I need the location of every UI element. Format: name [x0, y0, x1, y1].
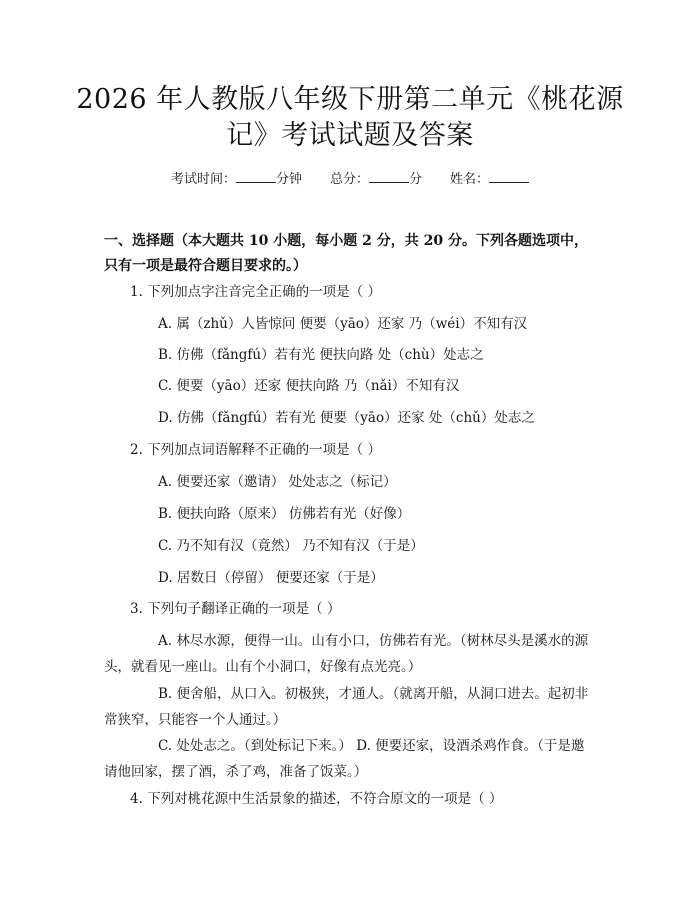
option-item: D. 居数日（停留） 便要还家（于是） — [158, 570, 384, 586]
option-item: B. 便扶向路（原来） 仿佛若有光（好像） — [158, 506, 411, 522]
option-item: C. 乃不知有汉（竟然） 乃不知有汉（于是） — [158, 538, 424, 554]
question-stem: 3. 下列句子翻译正确的一项是（ ） — [130, 601, 341, 617]
option-item: B. 仿佛（fǎngfú）若有光 便扶向路 处（chù）处志之 — [158, 347, 484, 363]
option-item: D. 仿佛（fǎngfú）若有光 便要（yāo）还家 处（chǔ）处志之 — [158, 410, 535, 426]
name-label: 姓名： — [450, 172, 490, 187]
score-blank — [369, 170, 409, 183]
score-unit: 分 — [409, 172, 423, 187]
time-unit: 分钟 — [275, 172, 302, 187]
section-heading: 一、选择题（本大题共 10 小题，每小题 2 分，共 20 分。下列各题选项中，只有一项是最符合题目要求的。） — [104, 233, 588, 274]
question-stem: 1. 下列加点字注音完全正确的一项是（ ） — [130, 284, 381, 300]
time-label: 考试时间： — [170, 172, 236, 187]
score-label: 总分： — [329, 172, 369, 187]
option-item: C. 处处志之。（到处标记下来。） D. 便要还家，设酒杀鸡作食。（于是邀请他回家，摆了酒，杀了鸡，准备了饭菜。） — [104, 738, 585, 780]
time-blank — [236, 170, 276, 183]
exam-meta — [0, 170, 700, 189]
name-blank — [489, 170, 529, 183]
question-stem: 2. 下列加点词语解释不正确的一项是（ ） — [130, 442, 381, 458]
page-title-line-2: 记》考试试题及答案 — [226, 120, 474, 151]
option-item: B. 便舍船，从口入。初极狭，才通人。（就离开船，从洞口进去。起初非常狭窄，只能容一个人通过。） — [104, 686, 589, 728]
option-item: A. 属（zhǔ）人皆惊问 便要（yāo）还家 乃（wéi）不知有汉 — [158, 316, 528, 332]
option-item: A. 便要还家（邀请） 处处志之（标记） — [158, 474, 397, 490]
option-item: C. 便要（yāo）还家 便扶向路 乃（nǎi）不知有汉 — [158, 378, 460, 394]
page-title-line-1: 2026 年人教版八年级下册第二单元《桃花源 — [76, 84, 624, 115]
question-stem: 4. 下列对桃花源中生活景象的描述，不符合原文的一项是（ ） — [130, 791, 503, 807]
option-item: A. 林尽水源，便得一山。山有小口，仿佛若有光。（树林尽头是溪水的源头，就看见一座山。山有个小洞口，好像有点光亮。） — [104, 633, 589, 675]
